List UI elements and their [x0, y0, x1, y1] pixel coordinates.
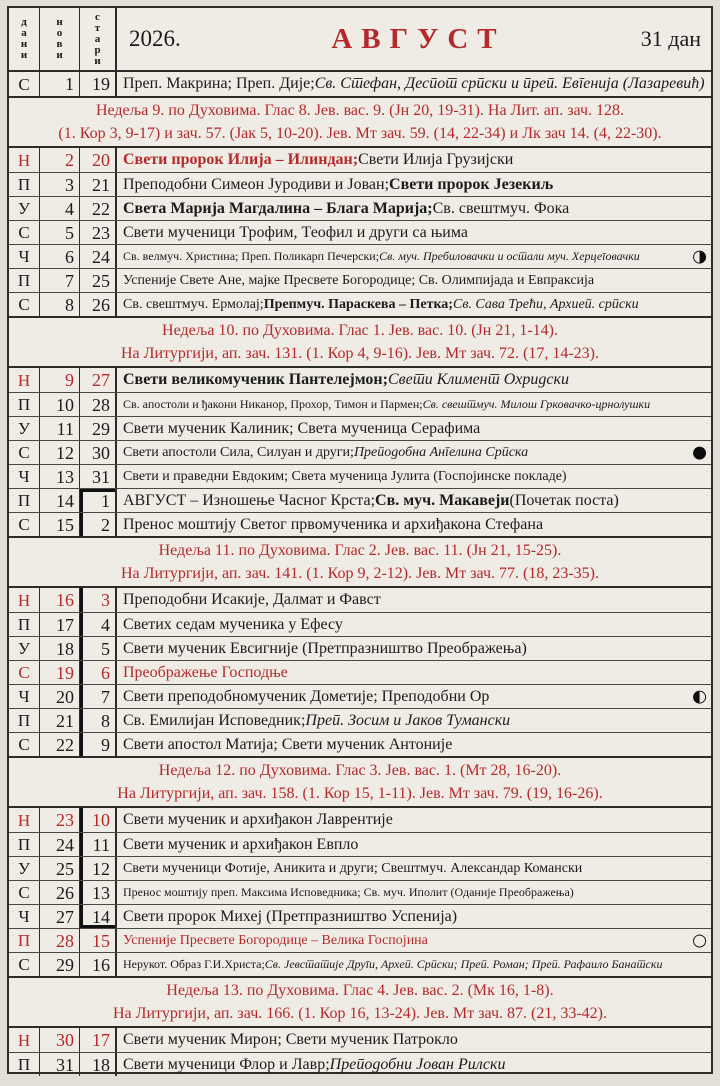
old-style-date: 23: [79, 221, 115, 244]
new-style-date: 14: [39, 489, 79, 512]
month-title: АВГУСТ: [331, 22, 506, 55]
old-style-date: 5: [79, 637, 115, 660]
feast-text-part: Св. Емилијан Исповедник;: [123, 711, 306, 729]
feast-text-part: Успеније Пресвете Богородице – Велика Госпојина: [123, 932, 428, 948]
feast-text-part: Нерукот. Образ Г.И.Христа;: [123, 957, 265, 971]
feast-text-part: Свети преподобномученик Дометије; Преподобни Ор: [123, 687, 490, 705]
feast-text-part: Свети мученик Мирон; Свети мученик Патрокло: [123, 1031, 458, 1048]
day-row-29: [9, 952, 711, 976]
feast-text: [115, 197, 711, 220]
day-row-4: [9, 196, 711, 220]
weekday-letter: С: [18, 74, 30, 94]
feast-text: [115, 148, 711, 172]
new-style-date: 21: [39, 709, 79, 732]
sunday-header-line: На Литургији, ап. зач. 158. (1. Кор 15, 1-11). Јев. Мт зач. 79. (19, 16-26).: [117, 785, 603, 802]
old-style-date: 18: [79, 1053, 115, 1076]
feast-text-part: Преображење Господње: [123, 663, 288, 681]
weekday-letter: Ч: [18, 247, 30, 266]
old-style-date: 4: [79, 613, 115, 636]
old-style-date: 14: [79, 905, 115, 928]
feast-text-part: Св. Стефан, Деспот српски и преп. Евгенија (Лазаревић): [314, 75, 705, 92]
new-style-date: 1: [39, 72, 79, 96]
old-style-date: 29: [79, 417, 115, 440]
sunday-header-line: Недеља 9. по Духовима. Глас 8. Јев. вас. 9. (Јн 20, 19-31). На Лит. ап. зач. 128.: [95, 101, 625, 119]
day-row-10: [9, 392, 711, 416]
sunday-liturgical-header: [9, 536, 711, 588]
feast-text: [115, 417, 711, 440]
old-style-date: 6: [79, 661, 115, 684]
weekday-letter: С: [18, 955, 30, 974]
day-row-20: [9, 684, 711, 708]
feast-text: [115, 613, 711, 636]
new-style-date: 23: [39, 808, 79, 832]
feast-text: [115, 929, 711, 952]
feast-text: [115, 393, 711, 416]
feast-text-part: Св. Сава Трећи, Архиеп. српски: [452, 296, 639, 312]
sunday-liturgical-header: [9, 756, 711, 808]
feast-text-part: Св. муч. Макавеји: [375, 491, 510, 509]
new-style-date: 31: [39, 1053, 79, 1076]
new-style-date: 16: [39, 588, 79, 612]
feast-text: [115, 661, 711, 684]
feast-text: [115, 489, 711, 512]
feast-text-part: Св. велмуч. Христина; Преп. Поликарп Печерски;: [123, 249, 380, 263]
new-style-date: 24: [39, 833, 79, 856]
day-row-30: [9, 1028, 711, 1052]
new-style-date: 17: [39, 613, 79, 636]
feast-text-part: Свети мученик Евсигније (Претпразништво Преображења): [123, 639, 527, 657]
day-row-13: [9, 464, 711, 488]
column-header-days: д а н и: [20, 16, 28, 61]
day-row-5: [9, 220, 711, 244]
weekday-letter: Н: [17, 150, 31, 170]
feast-text-part: Св. Јевстатије Други, Археп. Српски; Преп. Роман; Преп. Рафаило Банатски: [264, 957, 663, 971]
feast-text-part: Преподобни Симеон Јуродиви и Јован;: [123, 175, 390, 193]
old-style-date: 11: [79, 833, 115, 856]
feast-text: [115, 269, 711, 292]
sunday-liturgical-header: [9, 96, 711, 148]
feast-text-part: Преп. Макрина; Преп. Дије;: [123, 75, 315, 92]
old-style-date: 12: [79, 857, 115, 880]
first-quarter-moon-icon: ◐: [692, 686, 707, 706]
sunday-header-line: Недеља 10. по Духовима. Глас 1. Јев. вас. 10. (Јн 21, 1-14).: [162, 321, 558, 339]
feast-text: [115, 881, 711, 904]
feast-text-part: Свети пророк Језекиљ: [389, 175, 554, 193]
day-row-27: [9, 904, 711, 928]
day-row-28: [9, 928, 711, 952]
old-style-date: 17: [79, 1028, 115, 1052]
day-count-label: 31 дан: [640, 26, 701, 51]
day-row-14: [9, 488, 711, 512]
day-row-7: [9, 268, 711, 292]
day-row-23: [9, 808, 711, 832]
weekday-letter: П: [17, 711, 31, 730]
day-row-1: [9, 72, 711, 96]
feast-text-part: Светих седам мученика у Ефесу: [123, 615, 343, 633]
weekday-letter: С: [18, 883, 30, 902]
feast-text-part: Свети Илија Грузијски: [358, 151, 514, 168]
old-style-date: 7: [79, 685, 115, 708]
feast-text-part: Свети мученик и архиђакон Лаврентије: [123, 811, 393, 828]
new-style-date: 26: [39, 881, 79, 904]
new-style-date: 18: [39, 637, 79, 660]
old-style-date: 20: [79, 148, 115, 172]
feast-text: [115, 588, 711, 612]
feast-text: [115, 709, 711, 732]
column-header-old-style: с т а р и: [79, 8, 115, 70]
new-style-date: 9: [39, 368, 79, 392]
calendar-rows: [9, 72, 711, 1076]
feast-text-part: Свети апостол Матија; Свети мученик Антоније: [123, 735, 453, 753]
feast-text: [115, 637, 711, 660]
feast-text: [115, 465, 711, 488]
old-style-date: 19: [79, 72, 115, 96]
old-style-date: 8: [79, 709, 115, 732]
new-style-date: 5: [39, 221, 79, 244]
old-style-date: 3: [79, 588, 115, 612]
sunday-header-line: Недеља 12. по Духовима. Глас 3. Јев. вас. 1. (Мт 28, 16-20).: [158, 761, 562, 779]
weekday-letter: П: [17, 395, 31, 414]
day-row-21: [9, 708, 711, 732]
day-row-11: [9, 416, 711, 440]
feast-text-part: Препмуч. Параскева – Петка;: [263, 296, 453, 312]
weekday-letter: П: [17, 1055, 31, 1074]
feast-text-part: Св. муч. Пребиловачки и остали муч. Херцеговачки: [379, 249, 640, 263]
new-moon-icon: ●: [692, 442, 707, 462]
weekday-letter: С: [18, 295, 30, 314]
day-row-18: [9, 636, 711, 660]
old-style-date: 25: [79, 269, 115, 292]
feast-text: [115, 1028, 711, 1052]
new-style-date: 15: [39, 513, 79, 536]
day-row-6: [9, 244, 711, 268]
new-style-date: 20: [39, 685, 79, 708]
day-row-16: [9, 588, 711, 612]
day-row-19: [9, 660, 711, 684]
feast-text-part: Свети пророк Михеј (Претпразништво Успенија): [123, 907, 458, 925]
new-style-date: 25: [39, 857, 79, 880]
feast-text: [115, 245, 711, 268]
day-row-15: [9, 512, 711, 536]
feast-text-part: Пренос моштију преп. Максима Исповедника; Св. муч. Иполит (Оданије Преображења): [123, 885, 574, 899]
new-style-date: 2: [39, 148, 79, 172]
feast-text: [115, 808, 711, 832]
weekday-letter: У: [17, 419, 31, 438]
weekday-letter: П: [17, 931, 31, 950]
new-style-date: 27: [39, 905, 79, 928]
weekday-letter: Н: [17, 810, 31, 830]
feast-text: [115, 293, 711, 316]
feast-text: [115, 905, 711, 928]
feast-text: [115, 1053, 711, 1076]
day-row-24: [9, 832, 711, 856]
new-style-date: 30: [39, 1028, 79, 1052]
weekday-letter: Ч: [18, 687, 30, 706]
year-label: 2026.: [129, 26, 181, 51]
sunday-liturgical-header: [9, 316, 711, 368]
new-style-date: 28: [39, 929, 79, 952]
feast-text-part: Свети мученик и архиђакон Евпло: [123, 835, 359, 853]
last-quarter-moon-icon: ◑: [692, 246, 707, 266]
weekday-letter: Н: [17, 590, 31, 610]
feast-text-part: АВГУСТ – Изношење Часног Крста;: [123, 491, 376, 509]
feast-text: [115, 221, 711, 244]
sunday-header-line: На Литургији, ап. зач. 141. (1. Кор 9, 2-12). Јев. Мт зач. 77. (18, 23-35).: [120, 565, 600, 582]
weekday-letter: Ч: [18, 907, 30, 926]
old-style-date: 26: [79, 293, 115, 316]
weekday-letter: У: [17, 639, 31, 658]
weekday-letter: П: [17, 615, 31, 634]
old-style-date: 22: [79, 197, 115, 220]
day-row-8: [9, 292, 711, 316]
new-style-date: 11: [39, 417, 79, 440]
sunday-header-line: Недеља 13. по Духовима. Глас 4. Јев. вас. 2. (Мк 16, 1-8).: [166, 981, 554, 999]
feast-text-part: Преп. Зосим и Јаков Тумански: [305, 711, 511, 729]
weekday-letter: С: [18, 663, 30, 682]
new-style-date: 19: [39, 661, 79, 684]
feast-text: [115, 368, 711, 392]
feast-text-part: Свети пророк Илија – Илиндан;: [123, 151, 359, 168]
feast-text: [115, 733, 711, 756]
old-style-date: 16: [79, 953, 115, 976]
full-moon-icon: ○: [692, 930, 707, 950]
feast-text-part: Св. апостоли и ђакони Никанор, Прохор, Тимон и Пармен;: [123, 397, 423, 411]
old-style-date: 13: [79, 881, 115, 904]
sunday-header-line: На Литургији, ап. зач. 131. (1. Кор 4, 9-16). Јев. Мт зач. 72. (17, 14-23).: [120, 345, 600, 362]
new-style-date: 10: [39, 393, 79, 416]
old-style-date: 31: [79, 465, 115, 488]
weekday-letter: П: [17, 175, 31, 194]
weekday-letter: У: [17, 199, 31, 218]
new-style-date: 22: [39, 733, 79, 756]
feast-text-part: (Почетак поста): [509, 491, 619, 509]
weekday-letter: С: [18, 443, 30, 462]
feast-text-part: Св. свештмуч. Милош Грковачко-црнолушки: [422, 397, 651, 411]
old-style-date: 15: [79, 929, 115, 952]
weekday-letter: Н: [17, 1030, 31, 1050]
weekday-letter: С: [18, 223, 30, 242]
old-style-date: 24: [79, 245, 115, 268]
new-style-date: 6: [39, 245, 79, 268]
old-style-date: 27: [79, 368, 115, 392]
calendar-header: [9, 8, 711, 72]
feast-text-part: Свети мученик Калиник; Света мученица Серафима: [123, 419, 481, 437]
day-row-12: [9, 440, 711, 464]
old-style-date: 2: [79, 513, 115, 536]
header-title-cell: [115, 8, 711, 70]
sunday-header-line: Недеља 11. по Духовима. Глас 2. Јев. вас. 11. (Јн 21, 15-25).: [158, 541, 562, 559]
feast-text: [115, 173, 711, 196]
weekday-letter: С: [18, 735, 30, 754]
feast-text-part: Света Марија Магдалина – Блага Марија;: [123, 199, 433, 217]
day-row-25: [9, 856, 711, 880]
old-style-date: 30: [79, 441, 115, 464]
sunday-liturgical-header: [9, 976, 711, 1028]
day-row-2: [9, 148, 711, 172]
weekday-letter: П: [17, 271, 31, 290]
feast-text: [115, 685, 711, 708]
feast-text-part: Свети мученици Трофим, Теофил и други са њима: [123, 223, 468, 241]
feast-text-part: Свети Климент Охридски: [387, 371, 569, 388]
feast-text-part: Свети и праведни Евдоким; Света мученица Јулита (Госпојинске покладе): [123, 468, 567, 484]
weekday-letter: У: [17, 859, 31, 878]
feast-text: [115, 857, 711, 880]
feast-text-part: Свети мученици Флор и Лавр;: [123, 1055, 330, 1073]
weekday-letter: С: [18, 515, 30, 534]
feast-text-part: Свети мученици Фотије, Аникита и други; Свештмуч. Александар Комански: [123, 860, 583, 876]
day-row-22: [9, 732, 711, 756]
old-style-date: 10: [79, 808, 115, 832]
new-style-date: 7: [39, 269, 79, 292]
feast-text: [115, 833, 711, 856]
feast-text-part: Свети великомученик Пантелејмон;: [123, 371, 388, 388]
feast-text: [115, 953, 711, 976]
weekday-letter: Н: [17, 370, 31, 390]
weekday-letter: П: [17, 835, 31, 854]
church-calendar-page: [7, 6, 713, 1074]
day-row-9: [9, 368, 711, 392]
feast-text-part: Пренос моштију Светог првомученика и архиђакона Стефана: [123, 515, 544, 533]
new-style-date: 3: [39, 173, 79, 196]
feast-text-part: Св. свештмуч. Фока: [432, 199, 570, 217]
feast-text-part: Св. свештмуч. Ермолај;: [123, 296, 264, 312]
day-row-26: [9, 880, 711, 904]
old-style-date: 21: [79, 173, 115, 196]
new-style-date: 8: [39, 293, 79, 316]
sunday-header-line: На Литургији, ап. зач. 166. (1. Кор 16, 13-24). Јев. Мт зач. 87. (21, 33-42).: [112, 1005, 608, 1022]
feast-text: [115, 72, 711, 96]
feast-text-part: Успеније Свете Ане, мајке Пресвете Богородице; Св. Олимпијада и Евпраксија: [123, 272, 595, 288]
old-style-date: 28: [79, 393, 115, 416]
column-header-new-style: н о в и: [39, 8, 79, 70]
new-style-date: 4: [39, 197, 79, 220]
weekday-letter: П: [17, 491, 31, 510]
sunday-header-line: (1. Кор 3, 9-17) и зач. 57. (Јак 5, 10-20). Јев. Мт зач. 59. (14, 22-34) и Лк зач 14. (4, 22-30).: [58, 125, 662, 142]
old-style-date: 1: [79, 489, 115, 512]
new-style-date: 13: [39, 465, 79, 488]
feast-text: [115, 441, 711, 464]
feast-text-part: Преподобни Јован Рилски: [329, 1055, 506, 1073]
day-row-3: [9, 172, 711, 196]
feast-text: [115, 513, 711, 536]
weekday-letter: Ч: [18, 467, 30, 486]
feast-text-part: Преподобни Исакије, Далмат и Фавст: [123, 591, 381, 608]
feast-text-part: Свети апостоли Сила, Силуан и други;: [123, 444, 354, 460]
day-row-17: [9, 612, 711, 636]
new-style-date: 29: [39, 953, 79, 976]
feast-text-part: Преподобна Ангелина Српска: [353, 444, 529, 460]
new-style-date: 12: [39, 441, 79, 464]
day-row-31: [9, 1052, 711, 1076]
old-style-date: 9: [79, 733, 115, 756]
